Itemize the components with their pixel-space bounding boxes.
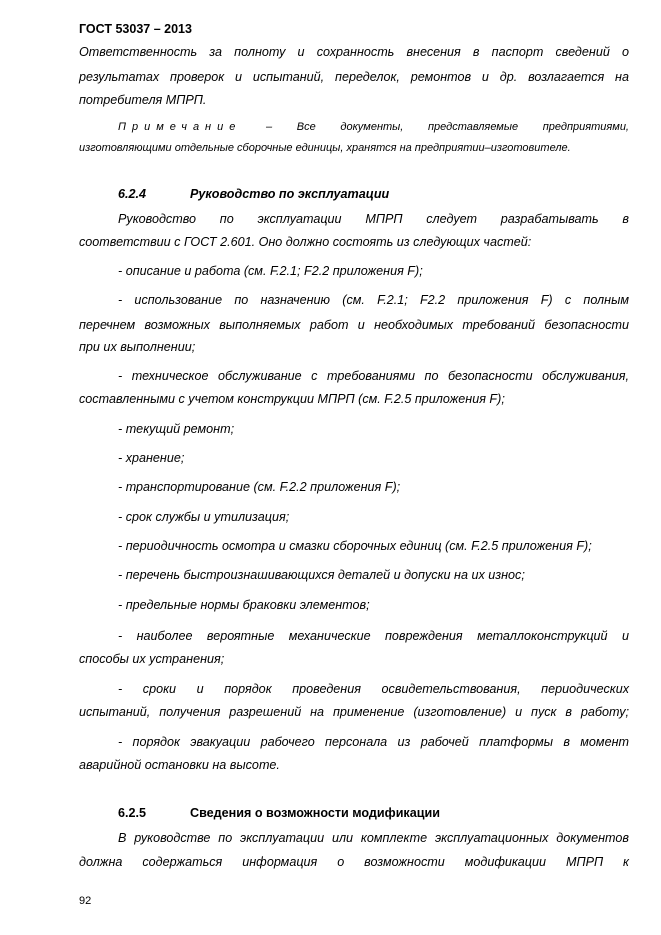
list-item-continued: аварийной остановки на высоте.	[79, 758, 280, 772]
note-line-1-text: – Все документы, представляемые предприятиями,	[266, 121, 629, 133]
list-item: - наиболее вероятные механические повреждения металлоконструкций и	[118, 629, 629, 643]
list-item: - текущий ремонт;	[118, 422, 235, 436]
section1-para-line-1: Руководство по эксплуатации МПРП следует разрабатывать в	[118, 212, 629, 226]
list-item: - порядок эвакуации рабочего персонала из рабочей платформы в момент	[118, 735, 629, 749]
note-line-2: изготовляющими отдельные сборочные единицы, хранятся на предприятии–изготовителе.	[79, 142, 571, 154]
section-heading-6-2-4	[118, 187, 389, 201]
list-item: - транспортирование (см. F.2.2 приложения F);	[118, 480, 401, 494]
list-item: - предельные нормы браковки элементов;	[118, 598, 370, 612]
intro-line-3: потребителя МПРП.	[79, 93, 207, 107]
list-item: - техническое обслуживание с требованиями по безопасности обслуживания,	[118, 369, 629, 383]
document-header: ГОСТ 53037 – 2013	[79, 22, 192, 36]
page-number: 92	[79, 895, 92, 907]
section2-para-line-1: В руководстве по эксплуатации или комплекте эксплуатационных документов	[118, 831, 629, 845]
section-number: 6.2.5	[118, 806, 147, 820]
list-item: - описание и работа (см. F.2.1; F2.2 приложения F);	[118, 264, 423, 278]
section-title: Сведения о возможности модификации	[190, 806, 440, 820]
list-item: - периодичность осмотра и смазки сборочных единиц (см. F.2.5 приложения F);	[118, 539, 592, 553]
list-item: - хранение;	[118, 451, 185, 465]
list-item-continued: составленными с учетом конструкции МПРП (см. F.2.5 приложения F);	[79, 392, 505, 406]
list-item: - перечень быстроизнашивающихся деталей и допуски на их износ;	[118, 568, 525, 582]
list-item-continued: способы их устранения;	[79, 652, 225, 666]
list-item: - использование по назначению (см. F.2.1; F2.2 приложения F) с полным	[118, 293, 629, 307]
list-item-continued: испытаний, получения разрешений на применение (изготовление) и пуск в работу;	[79, 705, 629, 719]
note-label: Примечание	[118, 121, 242, 133]
list-item-continued: перечнем возможных выполняемых работ и необходимых требований безопасности	[79, 318, 629, 332]
intro-line-2: результатах проверок и испытаний, переделок, ремонтов и др. возлагается на	[79, 70, 629, 84]
list-item: - срок службы и утилизация;	[118, 510, 290, 524]
list-item-continued: при их выполнении;	[79, 340, 196, 354]
section-title: Руководство по эксплуатации	[190, 187, 390, 201]
note-line-1	[118, 116, 629, 138]
section-heading-6-2-5	[118, 806, 440, 820]
section-number: 6.2.4	[118, 187, 147, 201]
section1-para-line-2: соответствии с ГОСТ 2.601. Оно должно состоять из следующих частей:	[79, 235, 532, 249]
intro-line-1: Ответственность за полноту и сохранность внесения в паспорт сведений о	[79, 45, 629, 59]
list-item: - сроки и порядок проведения освидетельствования, периодических	[118, 682, 629, 696]
section2-para-line-2: должна содержаться информация о возможности модификации МПРП к	[79, 855, 629, 869]
